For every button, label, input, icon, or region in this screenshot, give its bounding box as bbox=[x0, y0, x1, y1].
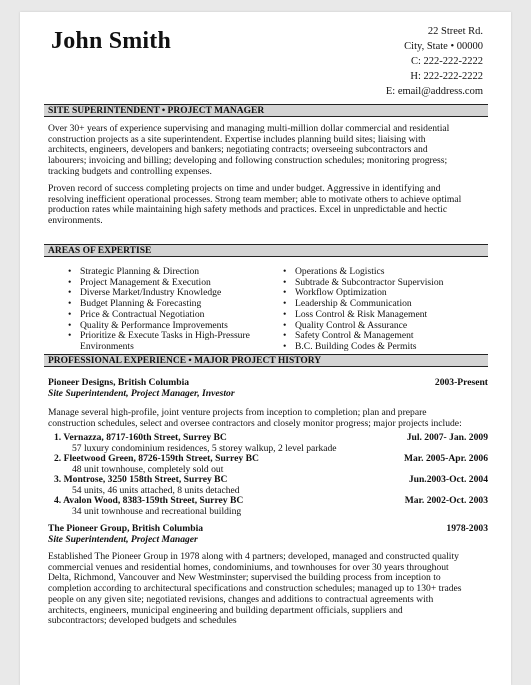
text-line: people on any given site; negotiated revisions, changes and additions to contractual agreements with bbox=[48, 593, 434, 605]
text-line: subcontractors; developed budgets and schedules bbox=[48, 615, 237, 627]
section-header-expertise: AREAS OF EXPERTISE bbox=[44, 244, 488, 257]
expertise-item: • B.C. Building Codes & Permits bbox=[283, 342, 483, 353]
summary-paragraph-2 bbox=[48, 184, 488, 227]
candidate-name: John Smith bbox=[51, 28, 172, 54]
address-line: 22 Street Rd. bbox=[427, 26, 483, 37]
project-detail: 57 luxury condominium residences, 5 storey walkup, 2 level parkade bbox=[72, 442, 337, 454]
expertise-item: • Quality Control & Assurance bbox=[283, 321, 483, 332]
project-item bbox=[54, 475, 488, 496]
text-line: Established The Pioneer Group in 1978 along with 4 partners; developed, managed and constructed quality bbox=[48, 551, 459, 562]
text-line: Proven record of success completing projects on time and under budget. Aggressive in identifying and bbox=[48, 183, 441, 194]
expertise-item: • Price & Contractual Negotiation bbox=[68, 310, 278, 321]
expertise-item: • Project Management & Execution bbox=[68, 278, 278, 289]
summary-paragraph-1 bbox=[48, 124, 488, 178]
expertise-list-right bbox=[283, 267, 483, 353]
text-line: Delta, Richmond, Vancouver and New Westminster; supervised the building process from inception to bbox=[48, 572, 441, 584]
text-line: architects, engineers, developers and bankers; negotiating contracts; overseeing subcontractors and bbox=[48, 144, 428, 156]
project-title: 3. Montrose, 3250 158th Street, Surrey BC bbox=[54, 474, 228, 485]
project-title: 4. Avalon Wood, 8383-159th Street, Surrey BC bbox=[54, 495, 244, 506]
expertise-item: • Subtrade & Subcontractor Supervision bbox=[283, 278, 483, 289]
email: E: email@address.com bbox=[385, 86, 483, 97]
expertise-item: • Budget Planning & Forecasting bbox=[68, 299, 278, 310]
expertise-item: • Workflow Optimization bbox=[283, 288, 483, 299]
expertise-item: • Quality & Performance Improvements bbox=[68, 321, 278, 332]
expertise-item: • Loss Control & Risk Management bbox=[283, 310, 483, 321]
resume-page bbox=[20, 12, 511, 685]
job-1-header bbox=[48, 378, 488, 399]
text-line: Manage several high-profile, joint venture projects from inception to completion; plan and prepare bbox=[48, 407, 427, 418]
text-line: labourers; invoicing and billing; developing and following construction schedules; monitoring progress; bbox=[48, 155, 448, 167]
city-line: City, State • 00000 bbox=[404, 41, 483, 52]
home-phone: H: 222-222-2222 bbox=[410, 71, 483, 82]
section-header-summary: SITE SUPERINTENDENT • PROJECT MANAGER bbox=[44, 104, 488, 117]
text-line: production rates while maintaining high safety methods and practices. Excel in unpredictable and hectic bbox=[48, 204, 448, 216]
project-detail: 48 unit townhouse, completely sold out bbox=[72, 463, 224, 475]
job-1-role: Site Superintendent, Project Manager, Investor bbox=[48, 387, 235, 399]
expertise-item: • Strategic Planning & Direction bbox=[68, 267, 278, 278]
text-line: completion according to architectural specifications and construction schedules; managed up to 130+ trades bbox=[48, 583, 462, 595]
expertise-item: • Operations & Logistics bbox=[283, 267, 483, 278]
project-dates: Mar. 2002-Oct. 2003 bbox=[404, 495, 488, 506]
project-dates: Jun.2003-Oct. 2004 bbox=[408, 474, 488, 485]
expertise-item: • Diverse Market/Industry Knowledge bbox=[68, 288, 278, 299]
job-1-description bbox=[48, 408, 488, 429]
expertise-list-left bbox=[68, 267, 278, 353]
job-1-company: Pioneer Designs, British Columbia bbox=[48, 377, 190, 388]
project-title: 1. Vernazza, 8717-160th Street, Surrey BC bbox=[54, 432, 227, 443]
text-line: Over 30+ years of experience supervising and managing multi-million dollar commercial and residential bbox=[48, 123, 450, 134]
job-2-description bbox=[48, 552, 488, 627]
section-header-experience: PROFESSIONAL EXPERIENCE • MAJOR PROJECT HISTORY bbox=[44, 354, 488, 367]
text-line: architects, engineers, municipal engineering and building department officials, suppliers and bbox=[48, 604, 403, 616]
project-item bbox=[54, 496, 488, 517]
cell-phone: C: 222-222-2222 bbox=[410, 56, 483, 67]
project-detail: 54 units, 46 units attached, 8 units detached bbox=[72, 484, 240, 496]
project-detail: 34 unit townhouse and recreational building bbox=[72, 505, 242, 517]
job-2-company: The Pioneer Group, British Columbia bbox=[48, 523, 204, 534]
project-title: 2. Fleetwood Green, 8726-159th Street, Surrey BC bbox=[54, 453, 259, 464]
expertise-item: • Prioritize & Execute Tasks in High-Pressure Environments bbox=[68, 331, 278, 352]
text-line: construction schedules, select and oversee contractors and closely monitor progress; major projects include: bbox=[48, 417, 462, 429]
contact-block bbox=[386, 24, 483, 99]
job-2-header bbox=[48, 524, 488, 545]
job-2-role: Site Superintendent, Project Manager bbox=[48, 533, 198, 545]
job-2-dates: 1978-2003 bbox=[446, 523, 488, 534]
text-line: construction projects as a site superintendent. Expertise includes planning build sites; liaising with bbox=[48, 133, 426, 145]
project-dates: Jul. 2007- Jan. 2009 bbox=[406, 432, 488, 443]
project-item bbox=[54, 454, 488, 475]
text-line: resolving inefficient operational processes. Strong team member; able to motivate others to achieve optimal bbox=[48, 193, 462, 205]
expertise-item: • Leadership & Communication bbox=[283, 299, 483, 310]
expertise-item: • Safety Control & Management bbox=[283, 331, 483, 342]
project-item bbox=[54, 433, 488, 454]
job-1-dates: 2003-Present bbox=[434, 377, 488, 388]
project-dates: Mar. 2005-Apr. 2006 bbox=[403, 453, 488, 464]
text-line: commercial venues and residential homes, condominiums, and townhouses for over 30 years throughout bbox=[48, 561, 449, 573]
text-line: environments. bbox=[48, 215, 103, 227]
text-line: tracking budgets and controlling expenses. bbox=[48, 165, 212, 177]
